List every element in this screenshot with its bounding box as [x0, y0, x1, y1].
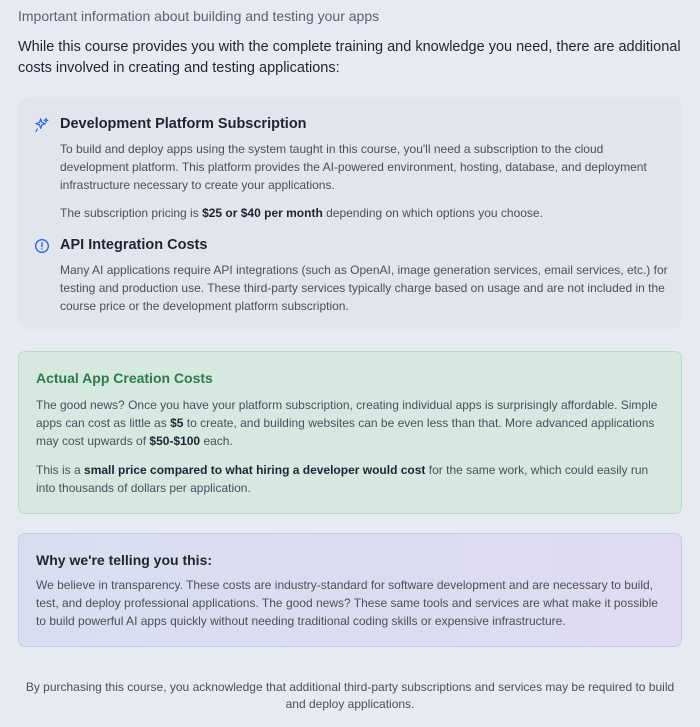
alert-circle-icon [34, 238, 50, 254]
transparency-title: Why we're telling you this: [36, 552, 213, 568]
page-subtitle: Important information about building and testing your apps [18, 8, 380, 24]
pricing-amount: $25 or $40 per month [202, 206, 323, 220]
api-title: API Integration Costs [60, 237, 208, 253]
actual-p1-b: $5 [170, 416, 184, 430]
actual-p1-d: $50-$100 [149, 434, 201, 448]
pricing-suffix: depending on which options you choose. [322, 206, 543, 220]
actual-costs-title: Actual App Creation Costs [36, 370, 213, 386]
actual-p1-e: each. [200, 434, 233, 448]
platform-description: To build and deploy apps using the system taught in this course, you'll need a subscription to the cloud development platform. This platform provides the AI-powered environment, hosting, database, and deployment infrastructure necessary to create your applications. [60, 142, 647, 192]
transparency-text: We believe in transparency. These costs are industry-standard for software development and are necessary to build, test, and deploy professional applications. The good news? These same tools and services are what make it possible to build powerful AI apps quickly without needing traditional coding skills or expensive infrastructure. [36, 578, 658, 628]
actual-costs-para-2 [36, 461, 666, 497]
actual-p2-c: for the same work, which could easily run into thousands of dollars per application. [36, 463, 649, 495]
actual-p1-a: The good news? Once you have your platform subscription, creating individual apps is surprisingly affordable. Simple apps can cost as little as [36, 398, 658, 430]
actual-p2-a: This is a [36, 463, 85, 477]
actual-costs-para-1 [36, 396, 666, 450]
platform-title: Development Platform Subscription [60, 116, 307, 132]
intro-text: While this course provides you with the complete training and knowledge you need, there are additional costs involved in creating and testing applications: [18, 39, 681, 76]
platform-pricing [60, 204, 670, 222]
actual-p1-c: to create, and building websites can be even less than that. More advanced applications may cost upwards of [36, 416, 655, 448]
actual-p2-b: small price compared to what hiring a developer would cost [84, 463, 426, 477]
footer-acknowledgement: By purchasing this course, you acknowledge that additional third-party subscriptions and services may be required to build and deploy applications. [25, 680, 675, 711]
pricing-prefix: The subscription pricing is [60, 206, 203, 220]
api-description: Many AI applications require API integrations (such as OpenAI, image generation services, email services, etc.) for testing and production use. These third-party services typically charge based on usage and are not included in the course price or the development platform subscription. [60, 263, 668, 313]
sparkles-icon [34, 117, 50, 133]
